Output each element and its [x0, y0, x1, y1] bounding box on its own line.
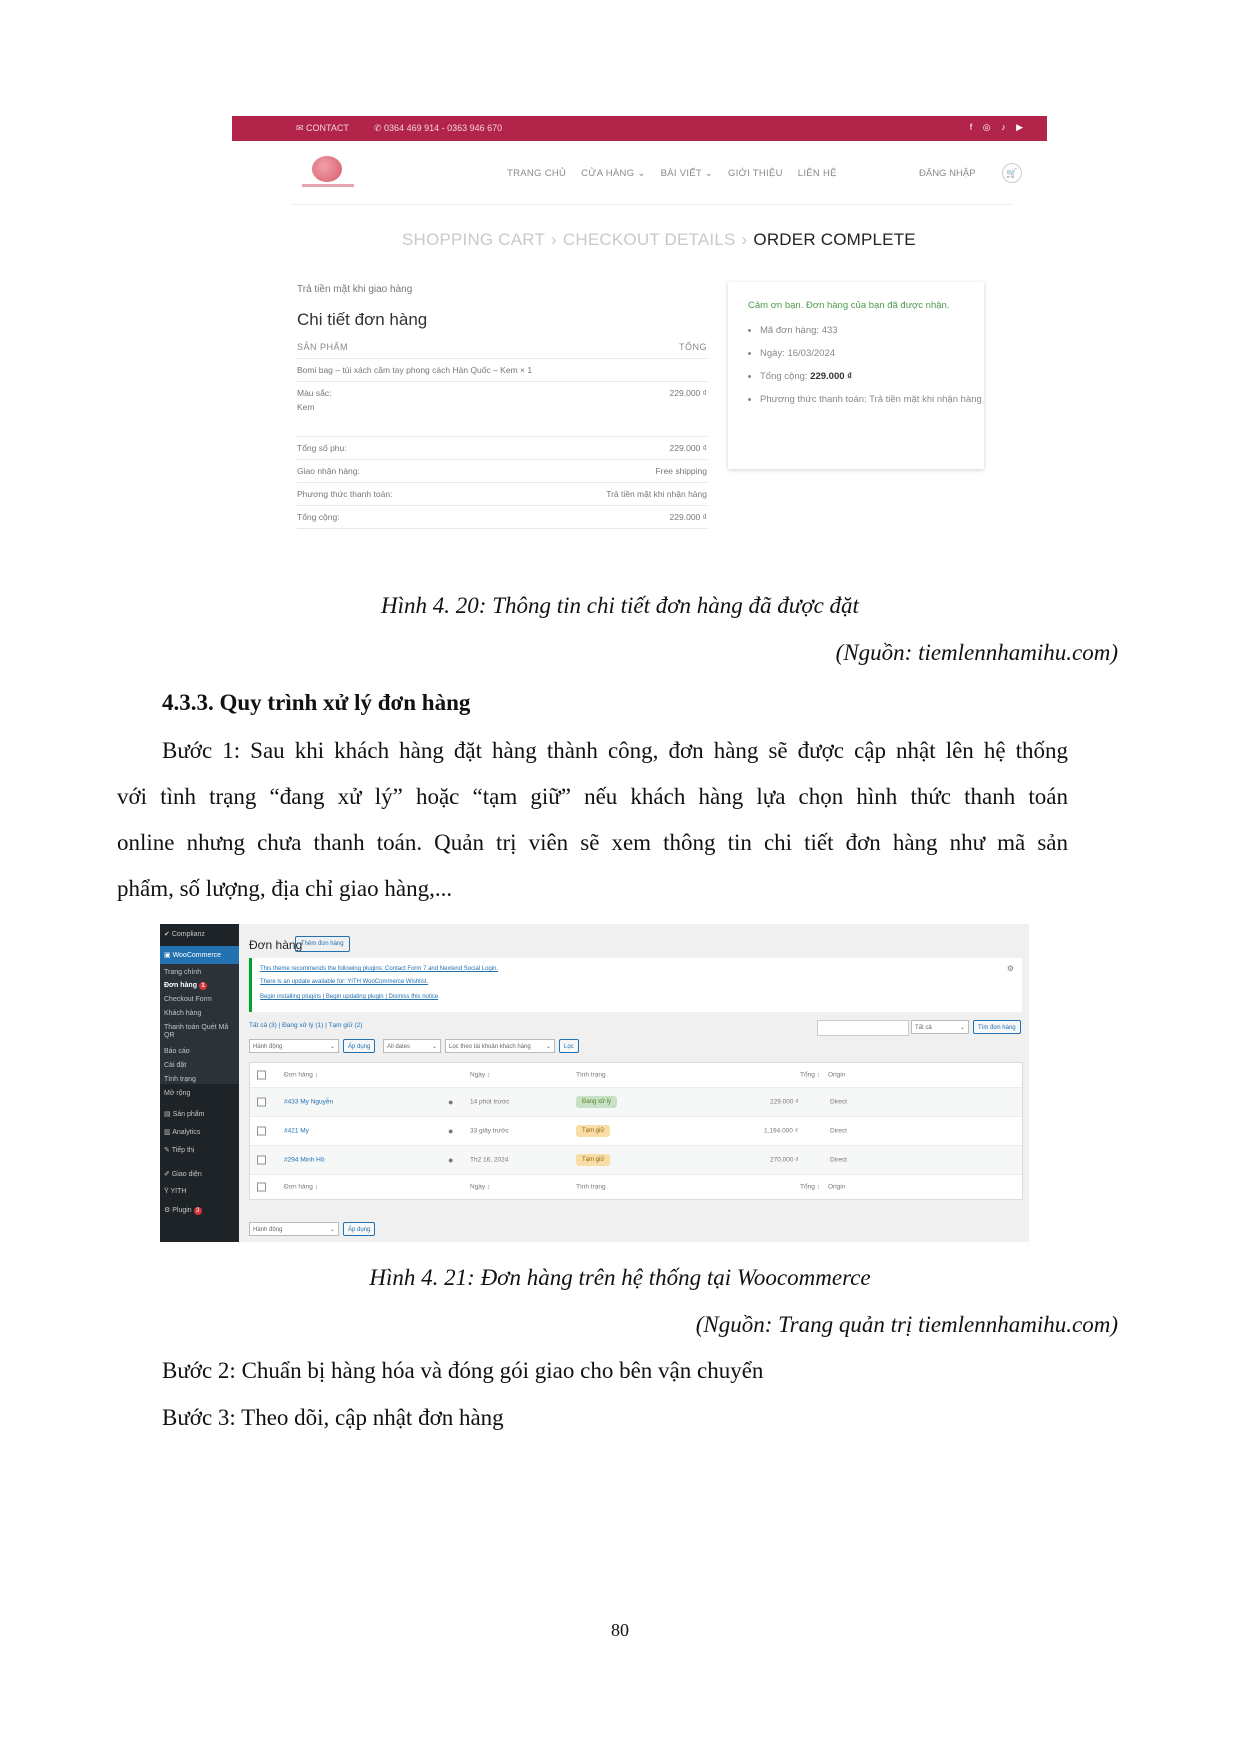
step1-paragraph	[117, 728, 1068, 912]
bulk-action-select[interactable]	[249, 1039, 339, 1053]
sidebar-item-products[interactable]: ▤ Sản phẩm	[164, 1111, 205, 1118]
select-all-checkbox[interactable]	[257, 1071, 266, 1080]
col-label: Ngày	[470, 1071, 486, 1079]
order-link[interactable]: #294 Minh Hồ	[284, 1156, 325, 1164]
sidebar-label: Plugin	[172, 1207, 192, 1214]
sidebar-label: WooCommerce	[172, 952, 222, 959]
sidebar-item-complianz[interactable]: ✔ Complianz	[164, 931, 205, 938]
col-origin: Origin	[828, 1183, 846, 1191]
col-order[interactable]: Đơn hàng ↕	[284, 1183, 318, 1191]
summary-label: Giao nhận hàng:	[297, 466, 360, 476]
step-separator: ›	[741, 230, 748, 249]
col-label: Tổng	[800, 1183, 815, 1191]
shop-logo[interactable]	[312, 156, 342, 182]
main-nav	[507, 168, 849, 179]
add-order-button[interactable]: Thêm đơn hàng	[295, 936, 350, 952]
figure-order-complete-screenshot	[232, 116, 1047, 552]
eye-icon[interactable]: ●	[448, 1155, 454, 1165]
product-row	[297, 359, 707, 382]
sidebar-label: Tiếp thị	[171, 1147, 195, 1154]
summary-label: Tổng cộng:	[297, 512, 340, 522]
product-price: 229.000 ₫	[669, 388, 707, 398]
filter-button[interactable]: Lọc	[559, 1039, 579, 1053]
summary-label: Phương thức thanh toán:	[297, 489, 393, 499]
status-badge: Tạm giữ	[576, 1125, 610, 1137]
step-shopping-cart[interactable]: SHOPPING CART	[402, 230, 546, 249]
row-checkbox[interactable]	[257, 1127, 266, 1136]
select-all-checkbox[interactable]	[257, 1183, 266, 1192]
status-badge: Đang xử lý	[576, 1096, 617, 1108]
status-filters[interactable]: Tất cả (3) | Đang xử lý (1) | Tạm giữ (2)	[249, 1022, 363, 1029]
select-value: Tất cả	[915, 1025, 932, 1031]
sidebar-item-dashboard[interactable]: Trang chính	[164, 969, 202, 976]
chevron-down-icon: ⌄	[545, 1044, 551, 1050]
summary-value: Trả tiền mặt khi nhận hàng	[606, 489, 707, 499]
table-header	[250, 1063, 1022, 1088]
summary-value: Free shipping	[655, 466, 707, 476]
col-label: Đơn hàng	[284, 1183, 313, 1191]
paragraph-line: phẩm, số lượng, địa chỉ giao hàng,...	[117, 876, 453, 901]
col-label: Đơn hàng	[284, 1071, 313, 1079]
order-origin: Direct	[830, 1098, 847, 1106]
step2-text: Bước 2: Chuẩn bị hàng hóa và đóng gói giao cho bên vận chuyển	[162, 1358, 764, 1383]
order-received-box	[728, 282, 984, 469]
sidebar-item-yith[interactable]: Ÿ YITH	[164, 1188, 187, 1195]
order-date: Th2 16, 2024	[470, 1156, 509, 1164]
order-date: 14 phút trước	[470, 1098, 510, 1106]
eye-icon[interactable]: ●	[448, 1126, 454, 1136]
order-total: 1.194.000 ₫	[764, 1127, 799, 1135]
order-total: 229.000 ₫	[810, 371, 853, 382]
paragraph-line: với tình trạng “đang xử lý” hoặc “tạm giữ” nếu khách hàng lựa chọn hình thức thanh toán	[117, 784, 1068, 809]
order-date-item	[760, 347, 982, 361]
order-link[interactable]: #421 My	[284, 1127, 309, 1135]
sidebar-item-settings[interactable]: Cài đặt	[164, 1062, 187, 1069]
select-value: Hành động	[253, 1044, 283, 1050]
total-row	[297, 506, 707, 529]
sidebar-item-marketing[interactable]: ✎ Tiếp thị	[164, 1147, 195, 1154]
plugins-count-badge: 3	[194, 1207, 202, 1215]
sidebar-label: Giao diện	[171, 1171, 202, 1178]
section-heading: 4.3.3. Quy trình xử lý đơn hàng	[162, 690, 471, 715]
col-status: Tình trạng	[576, 1071, 606, 1079]
summary-value: 229.000 ₫	[669, 443, 707, 453]
order-total: 270.000 ₫	[770, 1156, 799, 1164]
sidebar-item-status[interactable]: Tình trạng	[164, 1076, 196, 1083]
header-divider	[292, 204, 1012, 205]
payment-row	[297, 483, 707, 506]
sidebar-item-analytics[interactable]: ▥ Analytics	[164, 1129, 201, 1136]
notice-actions[interactable]: Begin installing plugins | Begin updating plugin | Dismiss this notice	[260, 994, 439, 1000]
order-date: 33 giây trước	[470, 1127, 509, 1135]
chevron-down-icon: ⌄	[329, 1044, 335, 1050]
row-checkbox[interactable]	[257, 1098, 266, 1107]
table-row[interactable]	[250, 1146, 1022, 1175]
search-orders-button[interactable]: Tìm đơn hàng	[973, 1020, 1021, 1034]
figure-caption-1: Hình 4. 20: Thông tin chi tiết đơn hàng đã được đặt	[381, 593, 859, 618]
admin-main	[239, 924, 1029, 1242]
order-date-label: Ngày:	[760, 348, 785, 359]
contact-link[interactable]: ✉ CONTACT	[296, 123, 349, 133]
col-origin: Origin	[828, 1071, 846, 1079]
shop-logo-text	[302, 184, 354, 187]
sidebar-item-orders[interactable]	[164, 982, 207, 990]
page-title: Đơn hàng	[249, 938, 303, 952]
summary-value: 229.000 ₫	[669, 512, 707, 522]
figure-source-1: (Nguồn: tiemlennhamihu.com)	[835, 640, 1118, 665]
figure-woocommerce-orders-screenshot	[160, 924, 1029, 1242]
step-separator: ›	[551, 230, 557, 249]
sidebar-label: Sản phẩm	[172, 1111, 205, 1118]
col-date[interactable]: Ngày ↕	[470, 1183, 491, 1191]
figure-source-2: (Nguồn: Trang quản trị tiemlennhamihu.com)	[695, 1312, 1118, 1337]
payment-method-label: Phương thức thanh toán:	[760, 394, 867, 405]
subtotal-row	[297, 437, 707, 460]
chevron-down-icon: ⌄	[431, 1044, 437, 1050]
sidebar-item-reports[interactable]: Báo cáo	[164, 1048, 190, 1055]
summary-label: Tổng số phụ:	[297, 443, 347, 453]
sidebar-item-qr-payment[interactable]: Thanh toán Quét Mã QR	[164, 1024, 229, 1039]
order-origin: Direct	[830, 1127, 847, 1135]
shipping-row	[297, 460, 707, 483]
col-total: TỔNG	[679, 342, 707, 352]
date-filter-select[interactable]	[383, 1039, 441, 1053]
apply-button-bottom[interactable]: Áp dụng	[343, 1222, 375, 1236]
col-total[interactable]: Tổng ↕	[800, 1071, 820, 1079]
row-checkbox[interactable]	[257, 1156, 266, 1165]
thank-you-message: Cảm ơn bạn. Đơn hàng của bạn đã được nhận.	[748, 300, 950, 311]
step3-text: Bước 3: Theo dõi, cập nhật đơn hàng	[162, 1405, 504, 1430]
col-product: SẢN PHẨM	[297, 342, 349, 352]
page-number: 80	[611, 1620, 629, 1640]
product-name[interactable]: Bomi bag – túi xách cầm tay phong cách Hàn Quốc – Kem × 1	[297, 365, 533, 375]
cart-icon[interactable]: 🛒	[1002, 163, 1022, 183]
order-details-title: Chi tiết đơn hàng	[297, 310, 428, 329]
chevron-down-icon: ⌄	[959, 1025, 965, 1031]
order-table-header	[297, 336, 707, 359]
figure-caption-2: Hình 4. 21: Đơn hàng trên hệ thống tại Woocommerce	[369, 1265, 871, 1290]
nav-item-contact[interactable]: LIÊN HỆ	[797, 168, 837, 179]
chevron-down-icon: ⌄	[329, 1227, 335, 1233]
status-badge: Tạm giữ	[576, 1154, 610, 1166]
bulk-action-select-bottom[interactable]	[249, 1222, 339, 1236]
col-label: Ngày	[470, 1183, 486, 1191]
order-details	[297, 284, 707, 529]
col-total[interactable]: Tổng ↕	[800, 1183, 820, 1191]
meta-value: Kem	[297, 402, 315, 412]
step-order-complete: ORDER COMPLETE	[753, 230, 916, 249]
search-input[interactable]	[817, 1020, 909, 1036]
col-status: Tình trạng	[576, 1183, 606, 1191]
col-date[interactable]: Ngày ↕	[470, 1071, 491, 1079]
payment-method-note: Trả tiền mặt khi giao hàng	[297, 284, 413, 295]
step-checkout-details[interactable]: CHECKOUT DETAILS	[562, 230, 736, 249]
phone-number: ✆ 0364 469 914 - 0363 946 670	[374, 123, 503, 133]
sidebar-item-checkout-form[interactable]: Checkout Form	[164, 996, 212, 1003]
order-total-item	[760, 370, 982, 384]
phone-label: 0364 469 914 - 0363 946 670	[384, 123, 503, 133]
sidebar-label: YITH	[170, 1188, 187, 1195]
customer-filter-select[interactable]	[445, 1039, 555, 1053]
gear-icon[interactable]: ⚙	[1006, 964, 1014, 973]
order-total: 229.000 ₫	[770, 1098, 799, 1106]
checkout-steps	[402, 230, 916, 250]
apply-button[interactable]: Áp dụng	[343, 1039, 375, 1053]
notice-line[interactable]: There is an update available for: YITH WooCommerce Wishlist.	[260, 979, 429, 985]
sidebar-item-extensions[interactable]: Mở rộng	[164, 1090, 191, 1097]
contact-label: CONTACT	[306, 123, 349, 133]
select-value: All dates	[387, 1044, 411, 1050]
admin-sidebar	[160, 924, 239, 1242]
payment-method-item	[760, 393, 982, 407]
sidebar-label: Đơn hàng	[164, 982, 197, 989]
meta-label: Màu sắc:	[297, 388, 332, 398]
col-order[interactable]: Đơn hàng ↕	[284, 1071, 318, 1079]
order-number: 433	[821, 325, 838, 336]
nav-item-about[interactable]: GIỚI THIỆU	[728, 168, 783, 179]
sidebar-item-appearance[interactable]: ✐ Giao diện	[164, 1171, 202, 1178]
sidebar-item-plugins[interactable]: ⚙ Plugin 3	[164, 1206, 202, 1215]
order-number-label: Mã đơn hàng:	[760, 325, 820, 336]
order-info-list	[746, 324, 982, 416]
plugin-notice	[249, 958, 1022, 1012]
payment-method: Trả tiền mặt khi nhận hàng	[869, 394, 982, 405]
nav-item-shop[interactable]: CỬA HÀNG ⌄	[581, 168, 646, 179]
sidebar-label: Analytics	[172, 1129, 201, 1136]
select-value: Hành động	[253, 1227, 283, 1233]
order-link[interactable]: #433 My Nguyễn	[284, 1098, 334, 1106]
paragraph-line: Bước 1: Sau khi khách hàng đặt hàng thành công, đơn hàng sẽ được cập nhật lên hệ thống	[162, 738, 1068, 763]
order-number-item	[760, 324, 982, 338]
orders-count-badge: 1	[199, 982, 207, 990]
order-origin: Direct	[830, 1156, 847, 1164]
nav-item-blog[interactable]: BÀI VIẾT ⌄	[660, 168, 714, 179]
social-icons[interactable]: f ◎ ♪ ▶	[969, 122, 1027, 132]
table-footer	[250, 1175, 1022, 1199]
order-total-label: Tổng cộng:	[760, 371, 808, 382]
notice-line[interactable]: This theme recommends the following plugins: Contact Form 7 and Nextend Social Login.	[260, 966, 499, 972]
nav-item-home[interactable]: TRANG CHỦ	[507, 168, 567, 179]
sidebar-item-customers[interactable]: Khách hàng	[164, 1010, 202, 1017]
select-value: Lọc theo tài khoản khách hàng	[449, 1044, 531, 1050]
table-row[interactable]	[250, 1088, 1022, 1117]
table-row[interactable]	[250, 1117, 1022, 1146]
paragraph-line: online nhưng chưa thanh toán. Quản trị viên sẽ xem thông tin chi tiết đơn hàng như mã sản	[117, 830, 1068, 855]
product-meta-row	[297, 382, 707, 437]
login-link[interactable]: ĐĂNG NHẬP	[919, 168, 976, 179]
sidebar-item-woocommerce[interactable]: ▣ WooCommerce	[164, 952, 222, 959]
order-date: 16/03/2024	[787, 348, 836, 359]
eye-icon[interactable]: ●	[448, 1097, 454, 1107]
orders-table	[249, 1062, 1023, 1200]
search-scope-select[interactable]	[911, 1020, 969, 1034]
shop-topbar	[232, 116, 1047, 141]
col-label: Tổng	[800, 1071, 815, 1079]
sidebar-label: Complianz	[171, 931, 205, 938]
